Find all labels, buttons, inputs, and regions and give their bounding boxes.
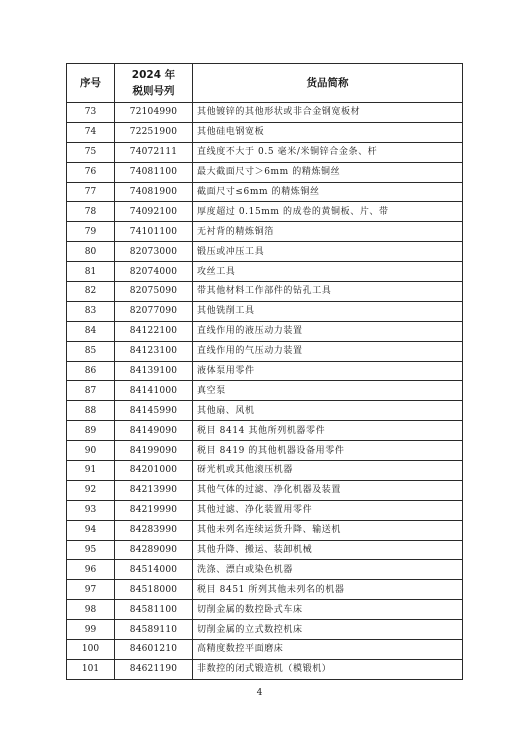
row-serial: 95 <box>67 540 115 560</box>
row-tariff-code: 84289090 <box>115 540 193 560</box>
row-serial: 81 <box>67 262 115 282</box>
row-serial: 98 <box>67 600 115 620</box>
table-row <box>67 421 463 441</box>
row-tariff-code: 74072111 <box>115 142 193 162</box>
table-row <box>67 282 463 302</box>
row-tariff-code: 84621190 <box>115 659 193 679</box>
row-tariff-code: 72104990 <box>115 103 193 123</box>
table-row <box>67 401 463 421</box>
row-serial: 76 <box>67 162 115 182</box>
table-row <box>67 222 463 242</box>
table-row <box>67 560 463 580</box>
row-serial: 88 <box>67 401 115 421</box>
row-serial: 82 <box>67 282 115 302</box>
row-tariff-code: 82077090 <box>115 301 193 321</box>
row-goods-name: 洗涤、漂白或染色机器 <box>193 560 463 580</box>
row-goods-name: 直线度不大于 0.5 毫米/米铜锌合金条、杆 <box>193 142 463 162</box>
table-row <box>67 640 463 660</box>
row-tariff-code: 82073000 <box>115 242 193 262</box>
table-body <box>67 103 463 680</box>
row-tariff-code: 84219990 <box>115 500 193 520</box>
table-row <box>67 103 463 123</box>
row-serial: 87 <box>67 381 115 401</box>
row-tariff-code: 84589110 <box>115 620 193 640</box>
row-goods-name: 无衬背的精炼铜箔 <box>193 222 463 242</box>
row-tariff-code: 74101100 <box>115 222 193 242</box>
row-tariff-code: 84518000 <box>115 580 193 600</box>
table-row <box>67 461 463 481</box>
row-serial: 97 <box>67 580 115 600</box>
row-tariff-code: 84201000 <box>115 461 193 481</box>
row-goods-name: 其他未列名连续运货升降、输送机 <box>193 520 463 540</box>
row-tariff-code: 82075090 <box>115 282 193 302</box>
row-tariff-code: 84123100 <box>115 341 193 361</box>
table-row <box>67 361 463 381</box>
row-serial: 78 <box>67 202 115 222</box>
row-tariff-code: 84145990 <box>115 401 193 421</box>
row-goods-name: 税目 8419 的其他机器设备用零件 <box>193 441 463 461</box>
row-goods-name: 砑光机或其他滚压机器 <box>193 461 463 481</box>
header-goods-name: 货品简称 <box>193 64 463 103</box>
row-goods-name: 其他铣削工具 <box>193 301 463 321</box>
header-tariff-code <box>115 64 193 103</box>
page-number: 4 <box>256 688 263 698</box>
row-tariff-code: 84199090 <box>115 441 193 461</box>
row-tariff-code: 84149090 <box>115 421 193 441</box>
row-goods-name: 带其他材料工作部件的钻孔工具 <box>193 282 463 302</box>
row-goods-name: 切削金属的立式数控机床 <box>193 620 463 640</box>
row-serial: 77 <box>67 182 115 202</box>
row-serial: 83 <box>67 301 115 321</box>
row-serial: 80 <box>67 242 115 262</box>
row-goods-name: 高精度数控平面磨床 <box>193 640 463 660</box>
row-goods-name: 税目 8451 所列其他未列名的机器 <box>193 580 463 600</box>
header-serial: 序号 <box>67 64 115 103</box>
row-tariff-code: 84139100 <box>115 361 193 381</box>
table-header-row <box>67 64 463 103</box>
row-tariff-code: 82074000 <box>115 262 193 282</box>
row-serial: 96 <box>67 560 115 580</box>
row-goods-name: 其他扇、风机 <box>193 401 463 421</box>
row-goods-name: 最大截面尺寸＞6mm 的精炼铜丝 <box>193 162 463 182</box>
row-serial: 79 <box>67 222 115 242</box>
row-tariff-code: 84283990 <box>115 520 193 540</box>
table-row <box>67 580 463 600</box>
row-goods-name: 其他硅电钢宽板 <box>193 122 463 142</box>
row-goods-name: 厚度超过 0.15mm 的成卷的黄铜板、片、带 <box>193 202 463 222</box>
table-row <box>67 242 463 262</box>
table-row <box>67 540 463 560</box>
row-serial: 100 <box>67 640 115 660</box>
table-row <box>67 122 463 142</box>
row-goods-name: 真空泵 <box>193 381 463 401</box>
row-tariff-code: 84601210 <box>115 640 193 660</box>
table-row <box>67 202 463 222</box>
table-row <box>67 182 463 202</box>
row-tariff-code: 84122100 <box>115 321 193 341</box>
goods-table <box>66 63 463 680</box>
table-row <box>67 262 463 282</box>
row-tariff-code: 84141000 <box>115 381 193 401</box>
row-goods-name: 直线作用的气压动力装置 <box>193 341 463 361</box>
row-goods-name: 直线作用的液压动力装置 <box>193 321 463 341</box>
row-serial: 101 <box>67 659 115 679</box>
row-serial: 74 <box>67 122 115 142</box>
row-goods-name: 其他气体的过滤、净化机器及装置 <box>193 480 463 500</box>
table-row <box>67 321 463 341</box>
row-serial: 84 <box>67 321 115 341</box>
row-serial: 89 <box>67 421 115 441</box>
table-row <box>67 142 463 162</box>
row-serial: 93 <box>67 500 115 520</box>
table-row <box>67 600 463 620</box>
row-tariff-code: 84213990 <box>115 480 193 500</box>
table-row <box>67 381 463 401</box>
row-tariff-code: 74092100 <box>115 202 193 222</box>
table-row <box>67 620 463 640</box>
row-goods-name: 其他镀锌的其他形状或非合金钢宽板材 <box>193 103 463 123</box>
table-row <box>67 520 463 540</box>
table-row <box>67 301 463 321</box>
row-goods-name: 截面尺寸≤6mm 的精炼铜丝 <box>193 182 463 202</box>
header-tariff-code-line2: 税则号列 <box>132 85 175 97</box>
row-serial: 90 <box>67 441 115 461</box>
row-goods-name: 攻丝工具 <box>193 262 463 282</box>
row-goods-name: 切削金属的数控卧式车床 <box>193 600 463 620</box>
row-goods-name: 非数控的闭式锻造机（模锻机） <box>193 659 463 679</box>
row-goods-name: 其他过滤、净化装置用零件 <box>193 500 463 520</box>
row-serial: 94 <box>67 520 115 540</box>
table-row <box>67 341 463 361</box>
row-tariff-code: 84581100 <box>115 600 193 620</box>
row-serial: 91 <box>67 461 115 481</box>
row-goods-name: 其他升降、搬运、装卸机械 <box>193 540 463 560</box>
row-serial: 75 <box>67 142 115 162</box>
row-goods-name: 税目 8414 其他所列机器零件 <box>193 421 463 441</box>
row-tariff-code: 74081100 <box>115 162 193 182</box>
row-serial: 85 <box>67 341 115 361</box>
table-row <box>67 441 463 461</box>
row-serial: 73 <box>67 103 115 123</box>
row-tariff-code: 84514000 <box>115 560 193 580</box>
row-serial: 99 <box>67 620 115 640</box>
row-tariff-code: 72251900 <box>115 122 193 142</box>
table-row <box>67 162 463 182</box>
header-tariff-code-line1: 2024 年 <box>131 69 176 81</box>
row-serial: 92 <box>67 480 115 500</box>
row-tariff-code: 74081900 <box>115 182 193 202</box>
table-row <box>67 500 463 520</box>
row-serial: 86 <box>67 361 115 381</box>
row-goods-name: 锻压或冲压工具 <box>193 242 463 262</box>
row-goods-name: 液体泵用零件 <box>193 361 463 381</box>
table-row <box>67 659 463 679</box>
table-row <box>67 480 463 500</box>
